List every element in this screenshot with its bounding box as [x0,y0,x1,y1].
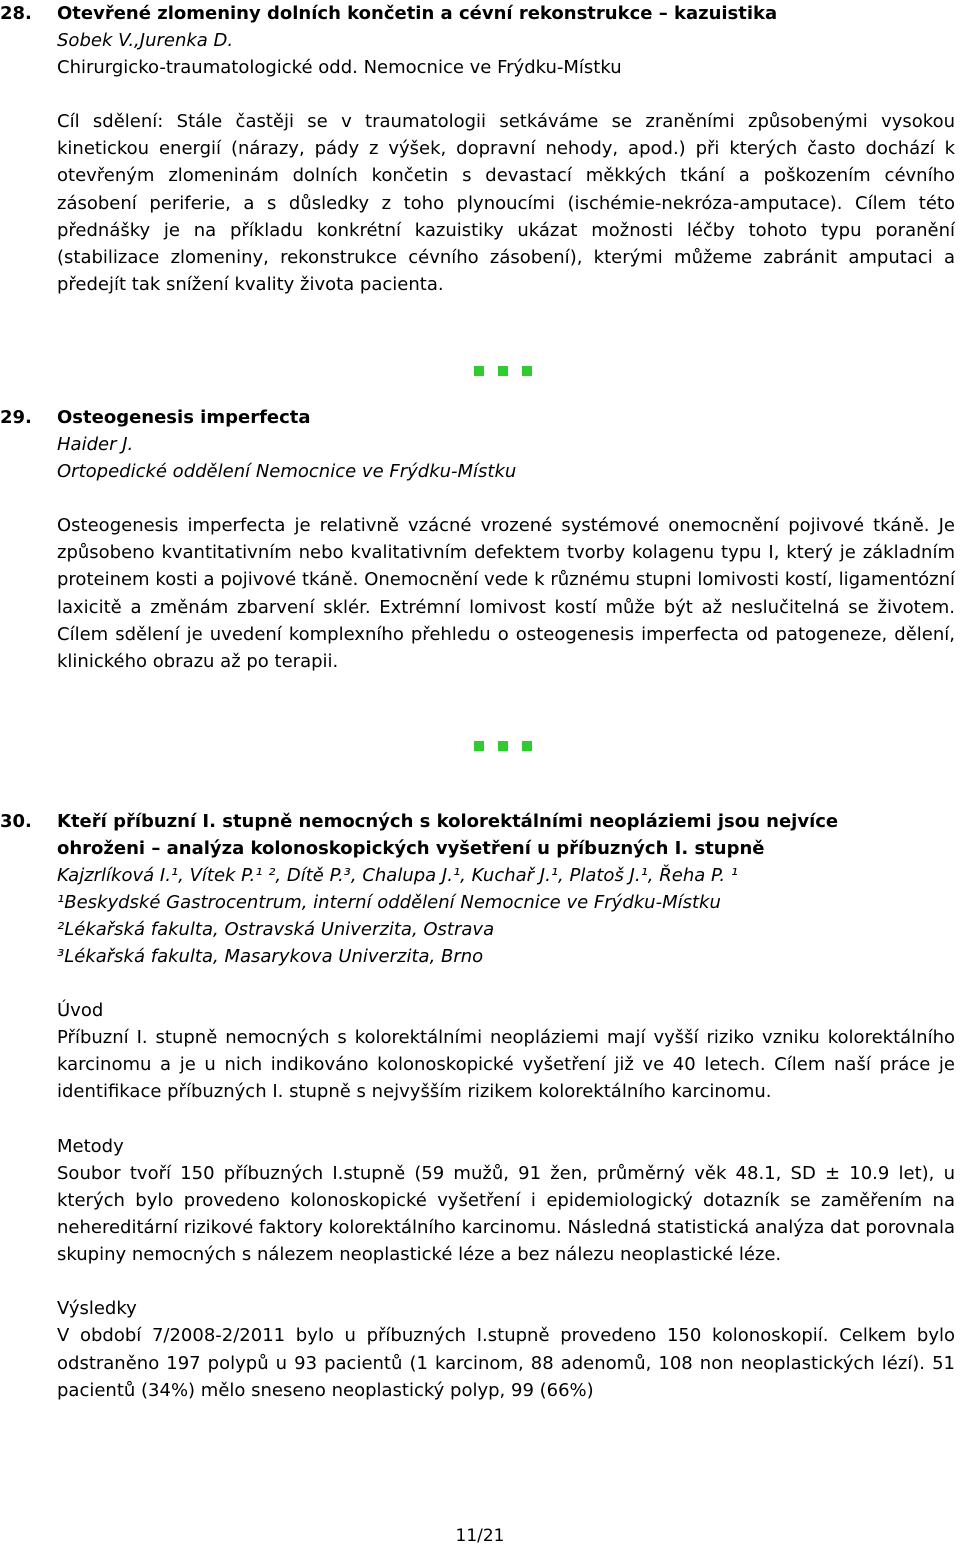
abstract-number: 29. [0,407,32,428]
abstract-affiliation-1: ¹Beskydské Gastrocentrum, interní oddělení Nemocnice ve Frýdku-Místku [57,892,721,913]
page-number: 11/21 [455,1526,505,1546]
abstract-affiliation-3: ³Lékařská fakulta, Masarykova Univerzita, Brno [57,946,484,967]
abstract-29-heading [0,404,960,431]
abstract-number: 28. [0,3,32,24]
section-separator [474,366,536,378]
abstract-authors: Kajzrlíková I.¹, Vítek P.¹ ², Dítě P.³, Chalupa J.¹, Kuchař J.¹, Platoš J.¹, Řeha P. ¹ [57,865,739,886]
methods-heading: Metody [57,1135,124,1157]
abstract-affiliation-2: ²Lékařská fakulta, Ostravská Univerzita, Ostrava [57,919,495,940]
abstract-29 [0,404,960,675]
results-heading: Výsledky [57,1298,137,1320]
abstract-body: Cíl sdělení: Stále častěji se v traumatologii setkáváme se zraněními způsobenými vysokou kinetickou energií (nárazy, pády z výšek, dopravní nehody, apod.) při kterých často dochází k otevřeným zlomeninám dolních končetin s devastací měkkých tkání a poškozením cévního zásobení periferie, a s důsledky z toho plynoucími (ischémie-nekróza-amputace). Cílem této přednášky je na příkladu konkrétní kazuistiky ukázat možnosti léčby tohoto typu poranění (stabilizace zlomeniny, rekonstrukce cévního zásobení), kterými můžeme zabránit amputaci a předejít tak snížení kvality života pacienta. [57,111,955,296]
methods-body: Soubor tvoří 150 příbuzných I.stupně (59 mužů, 91 žen, průměrný věk 48.1, SD ± 10.9 let), u kterých bylo provedeno kolonoskopické vyšetření i epidemiologický dotazník se zaměřením na nehereditární rizikové faktory kolorektálního karcinomu. Následná statistická analýza dat porovnala skupiny nemocných s nálezem neoplastické léze a bez nálezu neoplastické léze. [57,1162,955,1266]
intro-body: Příbuzní I. stupně nemocných s kolorektálními neopláziemi mají vyšší riziko vzniku kolorektálního karcinomu a je u nich indikováno kolonoskopické vyšetření již ve 40 letech. Cílem naší práce je identifikace příbuzných I. stupně s nejvyšším rizikem kolorektálního karcinomu. [57,1027,955,1103]
intro-heading: Úvod [57,1000,104,1021]
abstract-title: Osteogenesis imperfecta [57,407,311,428]
abstract-30 [0,808,960,1404]
abstract-affiliation: Chirurgicko-traumatologické odd. Nemocnice ve Frýdku-Místku [57,57,622,78]
abstract-30-heading [0,808,960,862]
abstract-title: Otevřené zlomeniny dolních končetin a cévní rekonstrukce – kazuistika [57,3,778,24]
abstract-title-line-2: ohroženi – analýza kolonoskopických vyšetření u příbuzných I. stupně [57,838,765,859]
abstract-number: 30. [0,811,32,832]
abstract-28-heading [0,0,960,27]
abstract-authors: Haider J. [57,434,134,455]
results-body: V období 7/2008-2/2011 bylo u příbuzných I.stupně provedeno 150 kolonoskopií. Celkem bylo odstraněno 197 polypů u 93 pacientů (1 karcinom, 88 adenomů, 108 non neoplastických lézí). 51 pacientů (34%) mělo sneseno neoplastický polyp, 99 (66%) [57,1325,955,1401]
abstract-body: Osteogenesis imperfecta je relativně vzácné vrozené systémové onemocnění pojivové tkáně. Je způsobeno kvantitativním nebo kvalitativním defektem tvorby kolagenu typu I, který je základním proteinem kosti a pojivové tkáně. Onemocnění vede k různému stupni lomivosti kostí, ligamentózní laxicitě a změnám zbarvení sklér. Extrémní lomivost kostí může být až neslučitelná se životem. Cílem sdělení je uvedení komplexního přehledu o osteogenesis imperfecta od patogeneze, dělení, klinického obrazu až po terapii. [57,515,955,673]
abstract-authors: Sobek V.,Jurenka D. [57,30,234,51]
abstract-title-line-1: Kteří příbuzní I. stupně nemocných s kolorektálními neopláziemi jsou nejvíce [57,811,839,832]
abstract-28 [0,0,960,298]
abstract-affiliation: Ortopedické oddělení Nemocnice ve Frýdku-Místku [57,461,517,482]
section-separator [474,741,536,753]
